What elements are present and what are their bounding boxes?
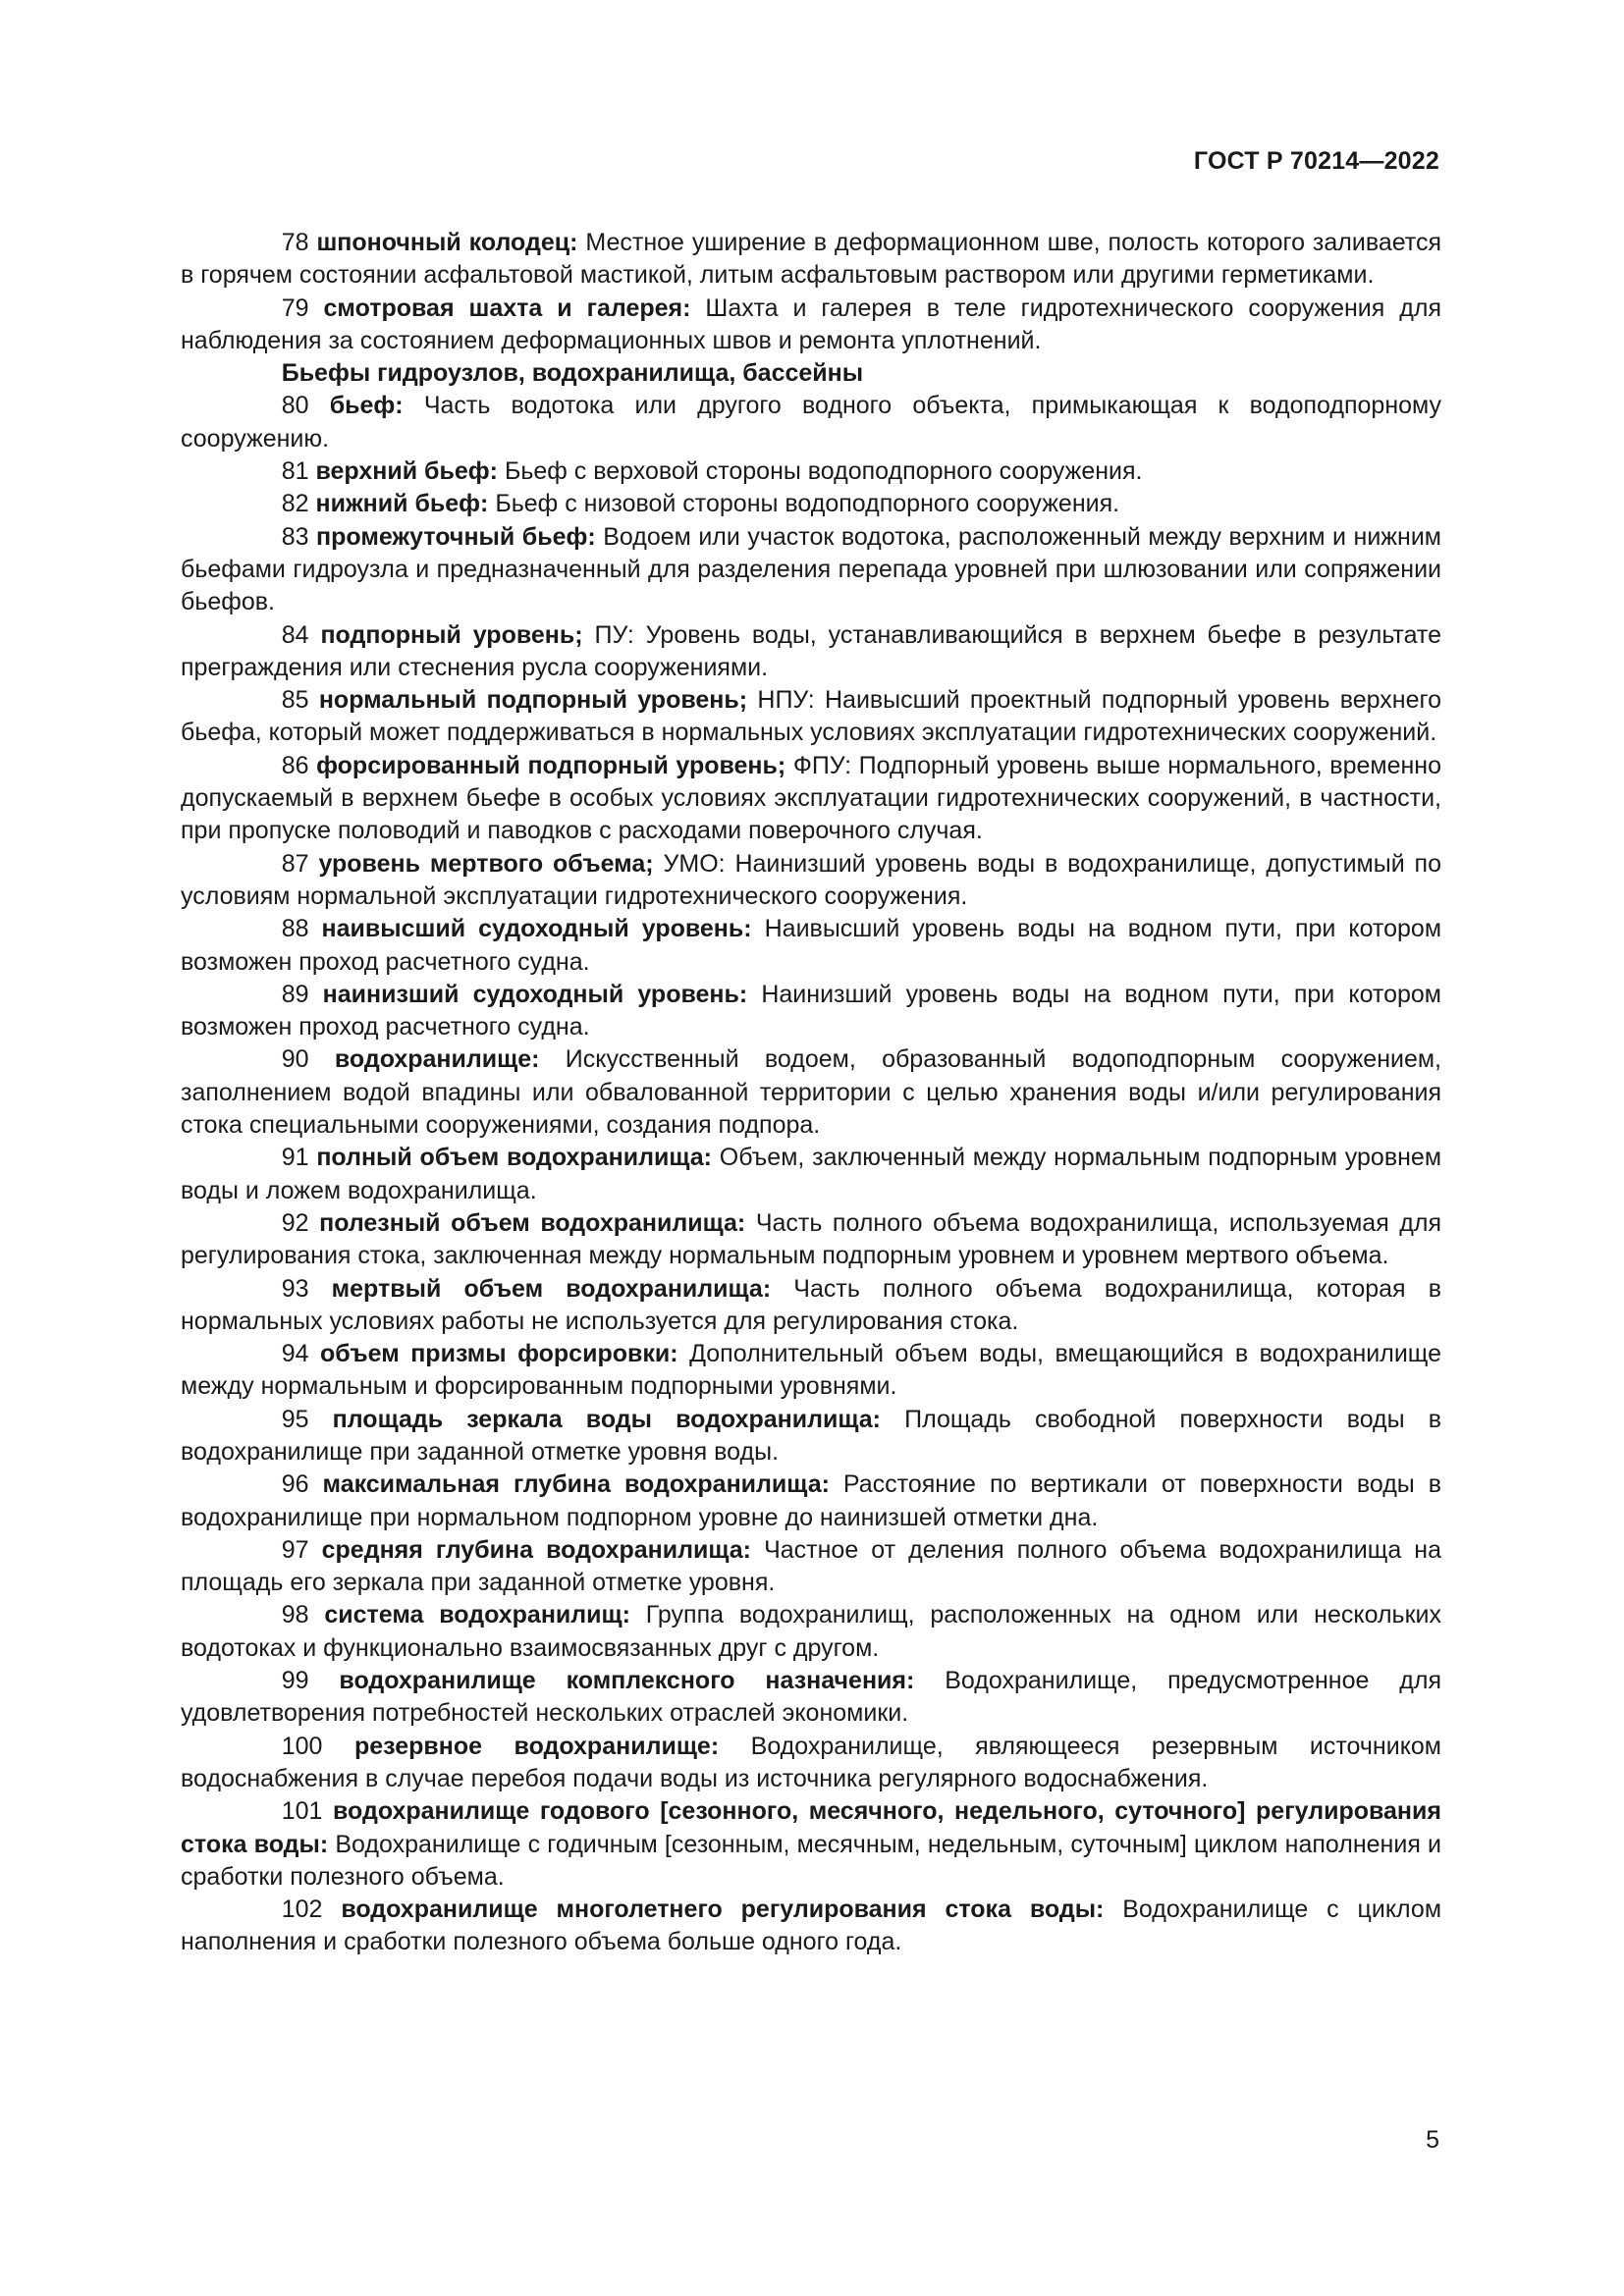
entry-number: 100 (281, 1732, 323, 1760)
entry-term: водохранилище годового [сезонного, месячного, недельного, суточного] регулирования стока воды: (181, 1797, 1441, 1858)
term-entry (181, 1599, 1441, 1665)
term-entry (181, 1665, 1441, 1731)
entry-definition: ПУ: Уровень воды, устанавливающийся в верхнем бьефе в результате преграждения или стеснения русла сооружениями. (181, 620, 1442, 681)
term-entry (181, 1207, 1441, 1273)
entry-definition: Водохранилище с циклом наполнения и сработки полезного объема больше одного года. (181, 1896, 1442, 1956)
entry-number: 81 (281, 457, 309, 486)
entry-definition: Объем, заключенный между нормальным подпорным уровнем воды и ложем водохранилища. (181, 1144, 1442, 1204)
term-entry (181, 979, 1441, 1044)
entry-term: верхний бьеф: (315, 457, 498, 486)
entry-number: 95 (281, 1405, 309, 1433)
entry-term: максимальная глубина водохранилища: (322, 1470, 830, 1499)
term-entry (181, 455, 1441, 488)
entry-definition: НПУ: Наивысший проектный подпорный уровень верхнего бьефа, который может поддерживаться в нормальных условиях эксплуатации гидротехнических сооружений. (181, 686, 1441, 747)
entry-term: водохранилище комплексного назначения: (339, 1667, 915, 1695)
entry-number: 82 (281, 490, 309, 518)
term-entry (181, 913, 1441, 979)
entry-definition: Часть полного объема водохранилища, используемая для регулирования стока, заключенная между нормальным подпорным уровнем и уровнем мертвого объема. (181, 1208, 1442, 1270)
entry-definition: Часть водотока или другого водного объекта, примыкающая к водоподпорному сооружению. (181, 392, 1442, 453)
term-entry (181, 1894, 1441, 1959)
entry-definition: Водоем или участок водотока, расположенный между верхним и нижним бьефами гидроузла и предназначенный для разделения перепада уровней при шлюзовании или сопряжении бьефов. (181, 522, 1441, 616)
term-entry (181, 1468, 1441, 1534)
entry-definition: Водохранилище, предусмотренное для удовлетворения потребностей нескольких отраслей экономики. (181, 1667, 1441, 1728)
entry-term: шпоночный колодец: (316, 229, 578, 256)
term-entry (181, 227, 1441, 293)
entry-term: полезный объем водохранилища: (319, 1208, 746, 1237)
term-entry (181, 1043, 1441, 1142)
entry-definition: Бьеф с верховой стороны водоподпорного сооружения. (504, 457, 1143, 486)
standard-designation: ГОСТ Р 70214—2022 (1193, 147, 1439, 175)
entries-group-b (181, 390, 1441, 1958)
entry-definition: Водохранилище, являющееся резервным источником водоснабжения в случае перебоя подачи воды из источника регулярного водоснабжения. (181, 1732, 1441, 1792)
entry-number: 99 (281, 1667, 309, 1695)
term-entry (181, 1404, 1441, 1469)
entry-term: бьеф: (329, 392, 404, 420)
entry-term: наивысший судоходный уровень: (321, 915, 752, 943)
term-entry (181, 521, 1441, 619)
term-entry (181, 1273, 1441, 1339)
entry-number: 87 (281, 849, 309, 878)
entry-definition: Местное уширение в деформационном шве, полость которого заливается в горячем состоянии асфальтовой мастикой, литым асфальтовым раствором или другими герметиками. (181, 229, 1442, 290)
entry-number: 86 (281, 751, 309, 779)
entry-term: площадь зеркала воды водохранилища: (332, 1405, 882, 1433)
entry-number: 80 (281, 392, 309, 420)
entry-number: 84 (281, 620, 309, 649)
entry-definition: Водохранилище с годичным [сезонным, месячным, недельным, суточным] циклом наполнения и сработки полезного объема. (181, 1830, 1441, 1891)
entry-number: 83 (281, 522, 309, 551)
entry-definition: ФПУ: Подпорный уровень выше нормального, временно допускаемый в верхнем бьефе в особых условиях эксплуатации гидротехнических сооружений, в частности, при пропуске половодий и паводков с расходами поверочного случая. (181, 751, 1442, 845)
term-entry (181, 1795, 1441, 1894)
entry-term: мертвый объем водохранилища: (331, 1274, 772, 1303)
entry-term: подпорный уровень; (320, 620, 583, 649)
entry-number: 88 (281, 915, 309, 943)
entry-number: 78 (281, 229, 309, 256)
entry-number: 96 (281, 1470, 309, 1499)
entry-number: 93 (281, 1274, 309, 1303)
entry-definition: Наинизший уровень воды на водном пути, при котором возможен проход расчетного судна. (181, 980, 1441, 1041)
term-entry (181, 684, 1441, 750)
term-entry (181, 619, 1441, 685)
entry-term: система водохранилищ: (324, 1601, 630, 1629)
entry-term: полный объем водохранилища: (316, 1144, 712, 1172)
term-entry (181, 1534, 1441, 1600)
page-number: 5 (1426, 2126, 1439, 2154)
entry-number: 101 (281, 1797, 323, 1826)
entry-definition: Расстояние по вертикали от поверхности воды в водохранилище при нормальном подпорном уровне до наинизшей отметки дна. (181, 1470, 1442, 1531)
entry-number: 92 (281, 1208, 309, 1237)
term-entry (181, 488, 1441, 520)
term-entry (181, 848, 1441, 914)
document-body (181, 227, 1441, 1959)
entry-term: уровень мертвого объема; (318, 849, 654, 878)
entry-number: 85 (281, 686, 309, 715)
entry-term: форсированный подпорный уровень; (316, 751, 786, 779)
section-heading: Бьефы гидроузлов, водохранилища, бассейны (281, 359, 864, 388)
entry-term: наинизший судоходный уровень: (322, 980, 748, 1008)
entry-term: средняя глубина водохранилища: (321, 1535, 751, 1564)
entry-number: 98 (281, 1601, 309, 1629)
entry-definition: Часть полного объема водохранилища, которая в нормальных условиях работы не используется для регулирования стока. (181, 1274, 1441, 1335)
term-entry (181, 750, 1441, 848)
entry-definition: Дополнительный объем воды, вмещающийся в водохранилище между нормальным и форсированным подпорными уровнями. (181, 1340, 1441, 1401)
entry-definition: Искусственный водоем, образованный водоподпорным сооружением, заполнением водой впадины или обвалованной территории с целью хранения воды и/или регулирования стока специальными сооружениями, создания подпора. (181, 1045, 1442, 1140)
entry-number: 97 (281, 1535, 309, 1564)
entry-term: смотровая шахта и галерея: (323, 294, 691, 322)
term-entry (181, 293, 1441, 358)
entry-term: промежуточный бьеф: (316, 522, 596, 551)
entry-term: водохранилище: (334, 1045, 540, 1074)
entry-definition: Группа водохранилищ, расположенных на одном или нескольких водотоках и функционально взаимосвязанных друг с другом. (181, 1601, 1441, 1662)
entry-number: 94 (281, 1340, 309, 1368)
entry-number: 102 (281, 1896, 323, 1924)
entry-number: 91 (281, 1144, 309, 1172)
entry-definition: Наивысший уровень воды на водном пути, при котором возможен проход расчетного судна. (181, 915, 1442, 976)
entry-term: нижний бьеф: (315, 490, 489, 518)
entry-term: резервное водохранилище: (353, 1732, 720, 1760)
entry-number: 79 (281, 294, 309, 322)
term-entry (181, 390, 1441, 455)
entry-definition: Площадь свободной поверхности воды в водохранилище при заданной отметке уровня воды. (181, 1405, 1441, 1466)
entry-definition: Шахта и галерея в теле гидротехнического сооружения для наблюдения за состоянием деформационных швов и ремонта уплотнений. (181, 294, 1441, 354)
entry-number: 90 (281, 1045, 309, 1074)
term-entry (181, 1338, 1441, 1404)
term-entry (181, 1731, 1441, 1796)
entry-term: нормальный подпорный уровень; (318, 686, 748, 715)
entry-term: объем призмы форсировки: (320, 1340, 678, 1368)
entry-definition: Бьеф с низовой стороны водоподпорного сооружения. (495, 490, 1120, 518)
entry-number: 89 (281, 980, 309, 1008)
entry-definition: УМО: Наинизший уровень воды в водохранилище, допустимый по условиям нормальной эксплуатации гидротехнического сооружения. (181, 849, 1442, 910)
entry-term: водохранилище многолетнего регулирования стока воды: (341, 1896, 1105, 1924)
entries-group-a (181, 227, 1441, 357)
entry-definition: Частное от деления полного объема водохранилища на площадь его зеркала при заданной отметке уровня. (181, 1535, 1442, 1597)
term-entry (181, 1142, 1441, 1207)
